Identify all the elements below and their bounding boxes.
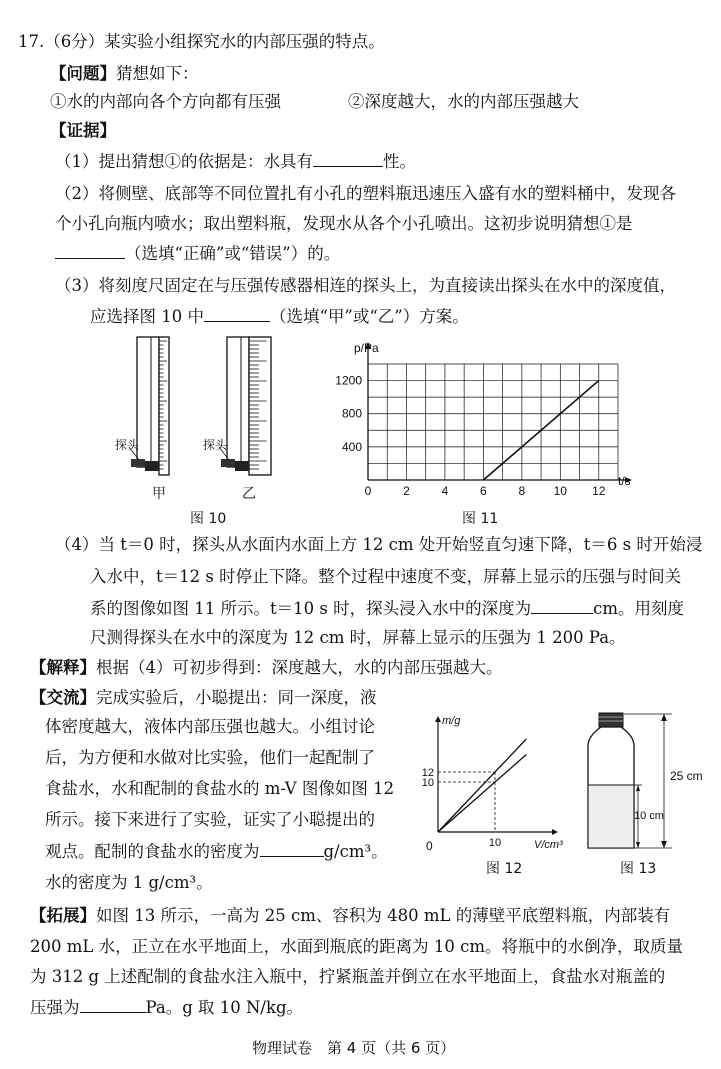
answer-blank-6[interactable] xyxy=(80,996,146,1013)
series-line xyxy=(438,755,526,833)
figure-12-ylabel: m/g xyxy=(442,715,461,727)
x-tick-label: 10 xyxy=(488,837,502,849)
figure-13-bottle xyxy=(580,708,705,858)
x-tick-label: 10 xyxy=(553,484,567,498)
figure-12-series xyxy=(438,739,526,832)
evidence-4-unit: cm。用刻度 xyxy=(593,599,684,618)
x-tick-label: 4 xyxy=(441,484,449,498)
evidence-4-line-1: （4）当 t＝0 时，探头从水面内水面上方 12 cm 处开始竖直匀速下降，t＝6 s 时开始浸 xyxy=(55,535,703,554)
answer-blank-3[interactable] xyxy=(204,305,270,322)
answer-blank-1[interactable] xyxy=(313,150,383,167)
explain-text: 根据（4）可初步得到：深度越大，水的内部压强越大。 xyxy=(96,658,503,677)
evidence-1-text: （1）提出猜想①的依据是：水具有 xyxy=(55,152,313,171)
y-tick-label: 800 xyxy=(341,406,362,421)
y-tick-label: 10 xyxy=(421,777,434,789)
figure-11-chart xyxy=(318,338,648,498)
y-tick-label: 12 xyxy=(421,767,434,779)
question-header xyxy=(18,31,385,53)
explain-tag: 【解释】 xyxy=(30,658,96,677)
comm-line-5: 所示。接下来进行了实验，证实了小聪提出的 xyxy=(45,810,375,829)
figure-11-grid xyxy=(368,364,618,480)
evidence-3-line-2 xyxy=(90,305,469,328)
explain-line xyxy=(30,657,503,679)
label-yi: 乙 xyxy=(242,485,256,501)
ext-line-3: 为 312 g 上述配制的食盐水注入瓶中，拧紧瓶盖并倒立在水平地面上，食盐水对瓶盖的 xyxy=(30,967,666,986)
x-axis-arrow xyxy=(552,829,558,835)
answer-blank-5[interactable] xyxy=(260,840,324,857)
comm-unit-6: g/cm³。 xyxy=(323,842,388,861)
x-tick-label: 6 xyxy=(480,484,487,498)
answer-blank-2[interactable] xyxy=(55,242,125,259)
figure-11-axes xyxy=(365,342,632,483)
evidence-4-line-4: 尺测得探头在水中的深度为 12 cm 时，屏幕上显示的压强为 1 200 Pa。 xyxy=(90,628,626,647)
ext-line-4 xyxy=(30,996,303,1019)
probe-label-yi: 探头 xyxy=(203,438,228,452)
answer-blank-4[interactable] xyxy=(531,597,593,614)
evidence-2-line-2: 个小孔向瓶内喷水；取出塑料瓶，发现水从各个小孔喷出。这初步说明猜想①是 xyxy=(55,214,633,233)
comm-line-1 xyxy=(30,687,377,709)
comm-tag: 【交流】 xyxy=(30,688,96,707)
figure-13-height-label: 25 cm xyxy=(670,769,703,783)
evidence-tag: 【证据】 xyxy=(50,121,116,140)
comm-text-1: 完成实验后，小聪提出：同一深度，液 xyxy=(96,688,377,707)
comm-line-7: 水的密度为 1 g/cm³。 xyxy=(45,873,213,892)
comm-line-6 xyxy=(45,840,388,863)
ext-text-4: 压强为 xyxy=(30,998,80,1017)
evidence-2-line-1: （2）将侧壁、底部等不同位置扎有小孔的塑料瓶迅速压入盛有水的塑料桶中，发现各 xyxy=(55,184,676,203)
evidence-4-text: 系的图像如图 11 所示。t＝10 s 时，探头浸入水中的深度为 xyxy=(90,599,532,618)
figure-10-jia xyxy=(129,337,169,475)
x-tick-label: 2 xyxy=(403,484,410,498)
evidence-3-suffix: （选填“甲”或“乙”）方案。 xyxy=(270,307,469,326)
x-tick-label: 0 xyxy=(364,484,372,498)
evidence-1-suffix: 性。 xyxy=(383,152,416,171)
figure-10-yi xyxy=(219,337,271,475)
problem-text: 猜想如下： xyxy=(116,64,199,83)
y-tick-label: 1200 xyxy=(335,373,362,388)
evidence-1 xyxy=(55,150,416,173)
question-title: 某实验小组探究水的内部压强的特点。 xyxy=(104,32,385,51)
evidence-4-line-2: 入水中，t＝12 s 时停止下降。整个过程中速度不变，屏幕上显示的压强与时间关 xyxy=(90,567,682,586)
evidence-3-text: 应选择图 10 中 xyxy=(90,307,204,326)
figure-10-caption: 图 10 xyxy=(190,511,227,527)
y-tick-label: 400 xyxy=(341,439,362,454)
ext-line-1 xyxy=(30,905,670,927)
evidence-3-line-1: （3）将刻度尺固定在与压强传感器相连的探头上，为直接读出探头在水中的深度值， xyxy=(55,276,676,295)
page-footer: 物理试卷 第 4 页（共 6 页） xyxy=(252,1039,456,1057)
question-score: （6分） xyxy=(44,32,105,51)
comm-line-4: 食盐水，水和配制的食盐水的 m-V 图像如图 12 xyxy=(45,779,395,798)
figure-13-caption: 图 13 xyxy=(620,861,657,877)
problem-tag: 【问题】 xyxy=(50,64,116,83)
comm-text-6: 观点。配制的食盐水的密度为 xyxy=(45,842,260,861)
evidence-2-line-3 xyxy=(55,242,340,265)
x-tick-label: 12 xyxy=(592,484,606,498)
series-line xyxy=(438,739,526,832)
comm-line-2: 体密度越大，液体内部压强也越大。小组讨论 xyxy=(45,717,375,736)
figure-12-xlabel: V/cm³ xyxy=(534,839,563,851)
evidence-2-suffix: （选填“正确”或“错误”）的。 xyxy=(125,244,341,263)
y-axis-arrow xyxy=(435,716,441,722)
figure-12-chart xyxy=(418,712,568,860)
figure-11-ticks xyxy=(335,374,605,498)
ext-tag: 【拓展】 xyxy=(30,906,96,925)
ext-unit-4: Pa。g 取 10 N/kg。 xyxy=(145,998,304,1017)
figure-10 xyxy=(115,335,295,505)
probe-label-jia: 探头 xyxy=(115,438,140,452)
hypothesis-1: ①水的内部向各个方向都有压强 xyxy=(50,92,281,111)
hypothesis-2: ②深度越大，水的内部压强越大 xyxy=(348,92,579,111)
figure-11-caption: 图 11 xyxy=(462,511,499,527)
figure-12-origin: 0 xyxy=(426,839,433,853)
ext-line-2: 200 mL 水，正立在水平地面上，水面到瓶底的距离为 10 cm。将瓶中的水倒净，取质量 xyxy=(30,937,683,956)
evidence-4-line-3 xyxy=(90,597,684,620)
figure-11-ylabel: p/Pa xyxy=(354,341,379,355)
figure-11-xlabel: t/s xyxy=(618,474,631,488)
label-jia: 甲 xyxy=(152,485,166,501)
x-tick-label: 8 xyxy=(518,484,526,498)
question-number: 17. xyxy=(18,32,45,51)
ext-text-1: 如图 13 所示，一高为 25 cm、容积为 480 mL 的薄壁平底塑料瓶，内部装有 xyxy=(96,906,671,925)
problem-line xyxy=(50,63,199,85)
figure-12-axes xyxy=(435,716,558,835)
comm-line-3: 后，为方便和水做对比实验，他们一起配制了 xyxy=(45,748,375,767)
figure-12-caption: 图 12 xyxy=(486,861,523,877)
figure-13-water-label: 10 cm xyxy=(634,810,664,822)
